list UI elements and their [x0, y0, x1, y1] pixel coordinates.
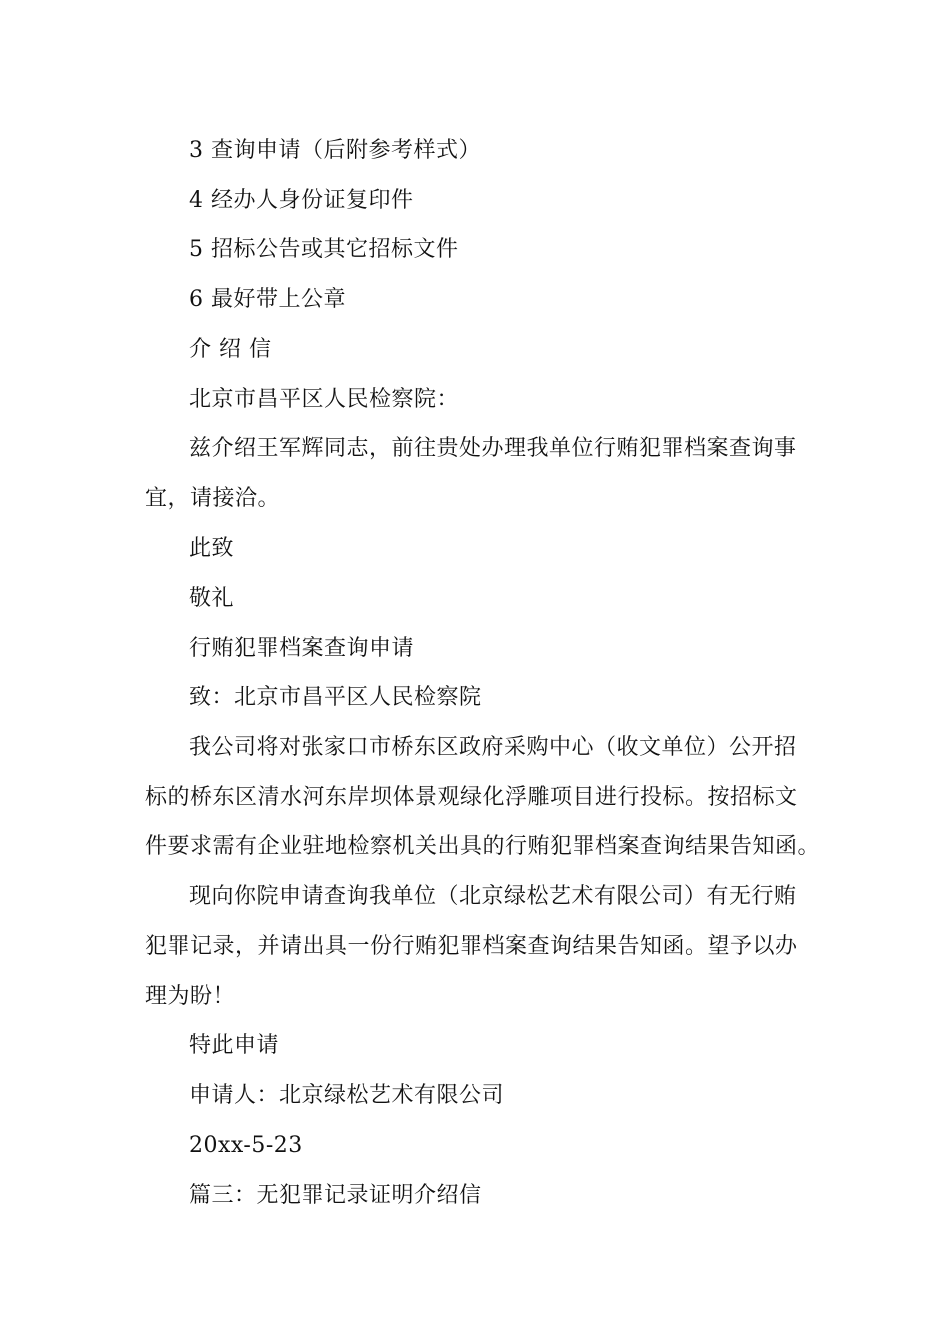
application-paragraph-1-line-3: 件要求需有企业驻地检察机关出具的行贿犯罪档案查询结果告知函。	[145, 834, 821, 859]
letter-recipient: 北京市昌平区人民检察院：	[189, 387, 460, 412]
application-paragraph-2-line-3: 理为盼！	[145, 984, 236, 1009]
application-title: 行贿犯罪档案查询申请	[189, 636, 415, 661]
letter-body-line-2: 宜，请接洽。	[145, 486, 281, 511]
application-recipient: 致：北京市昌平区人民检察院	[189, 685, 482, 710]
date-line: 20xx-5-23	[189, 1133, 303, 1158]
letter-body-line-1: 兹介绍王军辉同志，前往贵处办理我单位行贿犯罪档案查询事	[189, 436, 797, 461]
list-item-4: 4 经办人身份证复印件	[189, 188, 414, 213]
application-closing: 特此申请	[189, 1033, 280, 1058]
letter-heading: 介 绍 信	[189, 337, 272, 362]
list-item-5: 5 招标公告或其它招标文件	[189, 237, 459, 262]
application-paragraph-2-line-2: 犯罪记录，并请出具一份行贿犯罪档案查询结果告知函。望予以办	[145, 934, 798, 959]
application-paragraph-2-line-1: 现向你院申请查询我单位（北京绿松艺术有限公司）有无行贿	[189, 884, 797, 909]
applicant-line: 申请人：北京绿松艺术有限公司	[189, 1083, 505, 1108]
application-paragraph-1-line-1: 我公司将对张家口市桥东区政府采购中心（收文单位）公开招	[189, 735, 797, 760]
list-item-3: 3 查询申请（后附参考样式）	[189, 138, 481, 163]
section-heading: 篇三：无犯罪记录证明介绍信	[189, 1183, 482, 1208]
letter-closing-1: 此致	[189, 536, 235, 561]
application-paragraph-1-line-2: 标的桥东区清水河东岸坝体景观绿化浮雕项目进行投标。按招标文	[145, 785, 798, 810]
letter-closing-2: 敬礼	[189, 586, 235, 611]
list-item-6: 6 最好带上公章	[189, 287, 346, 312]
